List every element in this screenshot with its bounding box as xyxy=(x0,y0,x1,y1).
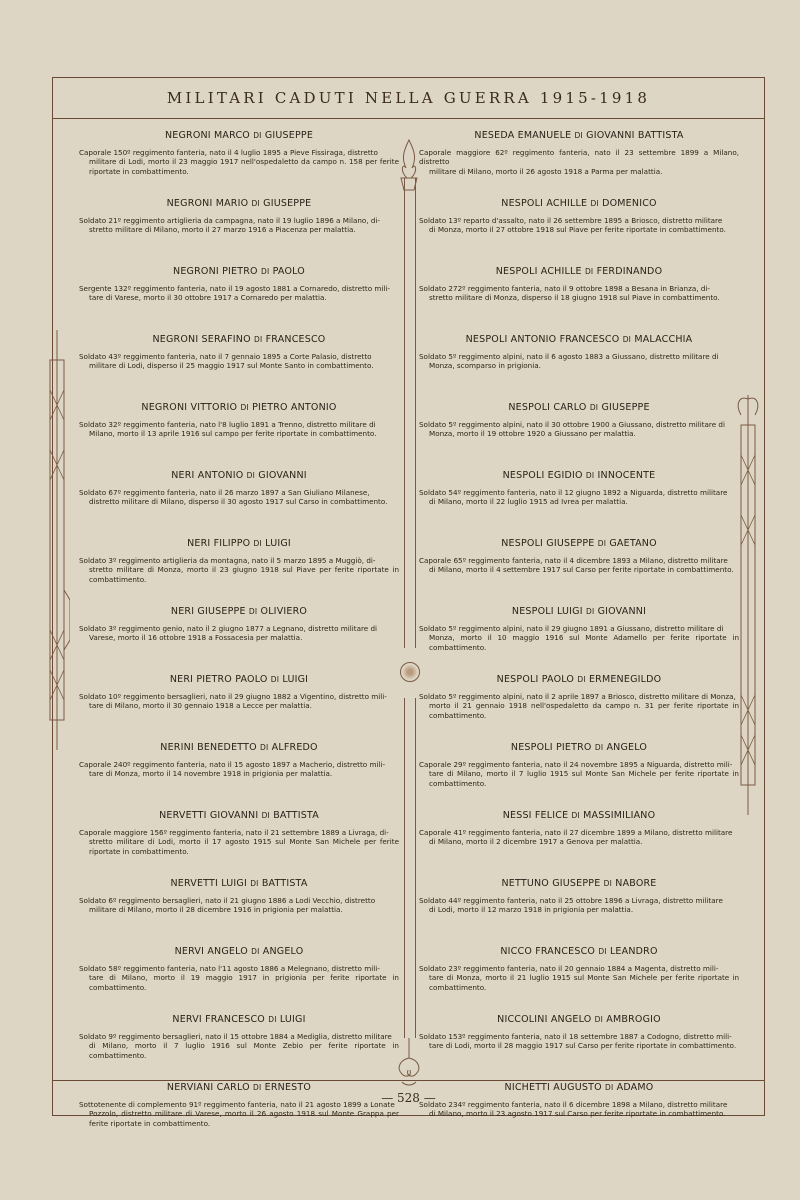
surname-name: NEGRONI MARIO xyxy=(166,198,249,209)
entry-text xyxy=(79,420,399,439)
father-name: ADAMO xyxy=(616,1082,654,1093)
entry-text-first: Soldato 67º reggimento fanteria, nato il 26 marzo 1897 a San Giuliano Milanese, xyxy=(79,488,370,497)
entry-text-rest: di Milano, morto il 4 settembre 1917 sul Carso per ferite riportate in combattimento. xyxy=(429,565,734,575)
surname-name: NEGRONI SERAFINO xyxy=(152,334,251,345)
entry-text-first: Caporale maggiore 156º reggimento fanteria, nato il 21 settembre 1889 a Livraga, di- xyxy=(79,828,389,837)
list-item xyxy=(419,266,739,334)
surname-name: NERVI FRANCESCO xyxy=(172,1014,265,1025)
right-column xyxy=(419,130,739,1150)
di-particle: DI xyxy=(250,879,259,888)
entry-text xyxy=(419,964,739,992)
entry-text-rest: distretto militare di Milano, disperso il 30 agosto 1917 sul Carso in combattimento. xyxy=(89,497,388,507)
entry-text-first: Soldato 3º reggimento artiglieria da montagna, nato il 5 marzo 1895 a Muggiò, di- xyxy=(79,556,376,565)
list-item xyxy=(419,334,739,402)
entry-text-first: Soldato 5º reggimento alpini, nato il 2 aprile 1897 a Briosco, distretto militare di Monza, xyxy=(419,692,736,701)
entry-text-first: Soldato 44º reggimento fanteria, nato il 25 ottobre 1896 a Livraga, distretto militare xyxy=(419,896,723,905)
entry-name xyxy=(419,266,739,277)
surname-name: NESPOLI CARLO xyxy=(508,402,587,413)
di-particle: DI xyxy=(261,811,270,820)
entry-name xyxy=(419,402,739,413)
entry-text-rest: stretto militare di Monza, morto il 23 giugno 1918 sul Piave per ferite riportate in combattimento. xyxy=(89,565,399,584)
entry-text-rest: stretto militare di Lodi, morto il 17 agosto 1915 sul Monte San Michele per ferite riportate in combattimento. xyxy=(89,837,399,856)
entry-name xyxy=(419,674,739,685)
list-item xyxy=(419,810,739,878)
surname-name: NESPOLI ACHILLE xyxy=(501,198,588,209)
list-item xyxy=(419,402,739,470)
entry-name xyxy=(79,130,399,141)
entry-text-rest: di Lodi, morto il 12 marzo 1918 in prigionia per malattia. xyxy=(429,905,634,915)
entry-text-first: Soldato 234º reggimento fanteria, nato il 6 dicembre 1898 a Milano, distretto militare xyxy=(419,1100,728,1109)
father-name: DOMENICO xyxy=(602,198,657,209)
di-particle: DI xyxy=(585,471,595,480)
entry-name xyxy=(79,538,399,549)
surname-name: NESPOLI EGIDIO xyxy=(502,470,583,481)
surname-name: NEGRONI VITTORIO xyxy=(141,402,238,413)
list-item xyxy=(79,606,399,674)
di-particle: DI xyxy=(268,1015,277,1024)
list-item xyxy=(419,470,739,538)
entry-text-rest: Monza, morto il 10 maggio 1916 sul Monte Adamello per ferite riportate in combattimento. xyxy=(429,633,739,652)
father-name: LUIGI xyxy=(282,674,309,685)
entry-text-first: Sottotenente di complemento 91º reggimento fanteria, nato il 21 agosto 1899 a Lonate xyxy=(79,1100,395,1109)
entry-text-rest: stretto militare di Monza, disperso il 18 giugno 1918 sul Piave in combattimento. xyxy=(429,293,720,303)
list-item xyxy=(79,130,399,198)
di-particle: DI xyxy=(605,1083,614,1092)
entry-name xyxy=(79,810,399,821)
surname-name: NICHETTI AUGUSTO xyxy=(504,1082,602,1093)
entry-name xyxy=(419,1014,739,1025)
entry-text-first: Caporale 41º reggimento fanteria, nato il 27 dicembre 1899 a Milano, distretto militare xyxy=(419,828,733,837)
list-item xyxy=(79,878,399,946)
entry-text-rest: Monza, morto il 19 ottobre 1920 a Giussano per malattia. xyxy=(429,429,636,439)
entry-text-first: Soldato 6º reggimento bersaglieri, nato il 21 giugno 1886 a Lodi Vecchio, distretto xyxy=(79,896,376,905)
entry-name xyxy=(419,538,739,549)
list-item xyxy=(79,334,399,402)
entry-name xyxy=(419,334,739,345)
entry-text-first: Soldato 5º reggimento alpini, nato il 29 giugno 1891 a Giussano, distretto militare di xyxy=(419,624,724,633)
list-item xyxy=(419,878,739,946)
father-name: ANGELO xyxy=(606,742,648,753)
father-name: ANGELO xyxy=(262,946,304,957)
father-name: ERNESTO xyxy=(264,1082,312,1093)
entry-name xyxy=(419,878,739,889)
surname-name: NESPOLI PAOLO xyxy=(496,674,575,685)
father-name: MASSIMILIANO xyxy=(583,810,656,821)
entry-text-rest: Monza, scomparso in prigionia. xyxy=(429,361,541,371)
entry-name xyxy=(79,742,399,753)
entry-text-first: Soldato 32º reggimento fanteria, nato l'8 luglio 1891 a Trenno, distretto militare di xyxy=(79,420,376,429)
surname-name: NEGRONI MARCO xyxy=(164,130,250,141)
entry-text xyxy=(419,352,739,371)
surname-name: NEGRONI PIETRO xyxy=(173,266,258,277)
father-name: PAOLO xyxy=(272,266,305,277)
entry-text xyxy=(419,896,739,915)
di-particle: DI xyxy=(574,131,583,140)
di-particle: DI xyxy=(590,199,599,208)
di-particle: DI xyxy=(597,539,607,548)
entry-text xyxy=(419,556,739,575)
entry-text-rest: tare di Monza, morto il 14 novembre 1918 in prigionia per malattia. xyxy=(89,769,333,779)
di-particle: DI xyxy=(622,335,632,344)
entry-text xyxy=(79,216,399,235)
entry-text xyxy=(419,1032,739,1051)
staff-upper xyxy=(404,178,416,648)
entry-text-first: Soldato 43º reggimento fanteria, nato il 7 gennaio 1895 a Corte Palasio, distretto xyxy=(79,352,372,361)
father-name: GIOVANNI xyxy=(258,470,307,481)
entry-text-rest: di Milano, morto il 22 luglio 1915 ad Ivrea per malattia. xyxy=(429,497,628,507)
entry-text xyxy=(79,896,399,915)
entry-name xyxy=(79,402,399,413)
list-item xyxy=(79,946,399,1014)
surname-name: NESEDA EMANUELE xyxy=(474,130,572,141)
entry-text-rest: Varese, morto il 16 ottobre 1918 a Fossacesia per malattia. xyxy=(89,633,303,643)
page-number: — 528 — xyxy=(381,1091,436,1105)
entry-text xyxy=(419,284,739,303)
entry-text-first: Caporale 65º reggimento fanteria, nato il 4 dicembre 1893 a Milano, distretto militare xyxy=(419,556,728,565)
surname-name: NERI ANTONIO xyxy=(171,470,244,481)
entry-text-rest: tare di Milano, morto il 7 luglio 1915 sul Monte San Michele per ferite riportate in combattimento. xyxy=(429,769,739,788)
entry-text-first: Soldato 54º reggimento fanteria, nato il 12 giugno 1892 a Niguarda, distretto militare xyxy=(419,488,728,497)
entry-text-rest: militare di Lodi, morto il 23 maggio 1917 nell'ospedaletto da campo n. 158 per ferite riportate in combattimento. xyxy=(89,157,399,176)
father-name: NABORE xyxy=(615,878,657,889)
entry-text-first: Soldato 5º reggimento alpini, nato il 30 ottobre 1900 a Giussano, distretto militare di xyxy=(419,420,725,429)
surname-name: NERI FILIPPO xyxy=(187,538,251,549)
surname-name: NERVETTI LUIGI xyxy=(170,878,247,889)
entry-text xyxy=(419,828,739,847)
header-bar xyxy=(53,78,764,119)
list-item xyxy=(79,402,399,470)
di-particle: DI xyxy=(240,403,249,412)
di-particle: DI xyxy=(253,539,262,548)
entry-text-first: Soldato 9º reggimento bersaglieri, nato il 15 ottobre 1884 a Mediglia, distretto militare xyxy=(79,1032,392,1041)
entry-name xyxy=(419,810,739,821)
surname-name: NERVI ANGELO xyxy=(174,946,248,957)
father-name: FRANCESCO xyxy=(265,334,326,345)
surname-name: NICCO FRANCESCO xyxy=(500,946,596,957)
list-item xyxy=(79,266,399,334)
entry-text xyxy=(79,488,399,507)
entry-text-first: Soldato 13º reparto d'assalto, nato il 26 settembre 1895 a Briosco, distretto militare xyxy=(419,216,723,225)
entry-text-first: Soldato 3º reggimento genio, nato il 2 giugno 1877 a Legnano, distretto militare di xyxy=(79,624,378,633)
entry-text xyxy=(79,828,399,856)
entry-name xyxy=(419,130,739,141)
entry-text xyxy=(419,760,739,788)
fasces-left-icon xyxy=(44,330,70,750)
entry-text xyxy=(419,488,739,507)
father-name: ERMENEGILDO xyxy=(588,674,662,685)
list-item xyxy=(419,130,739,198)
father-name: BATTISTA xyxy=(261,878,308,889)
di-particle: DI xyxy=(246,471,256,480)
entry-text xyxy=(79,760,399,779)
page-title: MILITARI CADUTI NELLA GUERRA 1915-1918 xyxy=(166,89,651,107)
entry-text-rest: militare di Milano, morto il 26 agosto 1918 a Parma per malattia. xyxy=(429,166,663,176)
entry-text-first: Soldato 21º reggimento artiglieria da campagna, nato il 19 luglio 1896 a Milano, di- xyxy=(79,216,381,225)
entry-text-first: Caporale 29º reggimento fanteria, nato il 24 novembre 1895 a Niguarda, distretto mili- xyxy=(419,760,733,769)
surname-name: NERVETTI GIOVANNI xyxy=(159,810,259,821)
di-particle: DI xyxy=(598,947,607,956)
father-name: LUIGI xyxy=(265,538,291,549)
di-particle: DI xyxy=(594,743,604,752)
di-particle: DI xyxy=(589,403,599,412)
entry-name xyxy=(79,606,399,617)
entry-text-first: Soldato 58º reggimento fanteria, nato l'11 agosto 1886 a Melegnano, distretto mili- xyxy=(79,964,380,973)
entry-text-rest: tare di Milano, morto il 30 gennaio 1918 a Lecce per malattia. xyxy=(89,701,312,711)
di-particle: DI xyxy=(571,811,580,820)
list-item xyxy=(79,810,399,878)
father-name: AMBROGIO xyxy=(606,1014,661,1025)
staff-lower xyxy=(404,698,416,1038)
entry-name xyxy=(79,674,399,685)
fasces-right-icon xyxy=(735,395,761,815)
entry-text-rest: Pozzolo, distretto militare di Varese, morto il 26 agosto 1918 sul Monte Grappa per ferite riportate in combattimento. xyxy=(89,1109,399,1128)
entry-name xyxy=(419,470,739,481)
entry-text-first: Soldato 10º reggimento bersaglieri, nato il 29 giugno 1882 a Vigentino, distretto mili- xyxy=(79,692,387,701)
list-item xyxy=(419,606,739,674)
entry-text xyxy=(79,964,399,992)
entry-name xyxy=(79,470,399,481)
entry-text xyxy=(79,556,399,584)
father-name: GAETANO xyxy=(609,538,657,549)
surname-name: NERINI BENEDETTO xyxy=(160,742,257,753)
entry-name xyxy=(79,1014,399,1025)
entry-text-rest: stretto militare di Milano, morto il 27 marzo 1916 a Piacenza per malattia. xyxy=(89,225,356,235)
di-particle: DI xyxy=(603,879,613,888)
entry-text-rest: di Monza, morto il 27 ottobre 1918 sul Piave per ferite riportate in combattimento. xyxy=(429,225,726,235)
list-item xyxy=(419,946,739,1014)
surname-name: NERVIANI CARLO xyxy=(166,1082,250,1093)
entry-text-rest: tare di Varese, morto il 30 ottobre 1917 a Cornaredo per malattia. xyxy=(89,293,327,303)
surname-name: NESSI FELICE xyxy=(502,810,569,821)
di-particle: DI xyxy=(594,1015,604,1024)
entry-text xyxy=(419,692,739,720)
entry-text xyxy=(419,420,739,439)
entry-name xyxy=(79,334,399,345)
entry-text xyxy=(79,148,399,176)
di-particle: DI xyxy=(584,267,594,276)
di-particle: DI xyxy=(260,743,269,752)
di-particle: DI xyxy=(253,1083,262,1092)
entry-text xyxy=(79,1032,399,1060)
father-name: PIETRO ANTONIO xyxy=(252,402,337,413)
list-item xyxy=(419,198,739,266)
list-item xyxy=(79,1014,399,1082)
footer-bar xyxy=(53,1080,764,1115)
di-particle: DI xyxy=(585,607,595,616)
list-item xyxy=(419,538,739,606)
entry-text-first: Soldato 5º reggimento alpini, nato il 6 agosto 1883 a Giussano, distretto militare di xyxy=(419,352,719,361)
surname-name: NESPOLI ANTONIO FRANCESCO xyxy=(465,334,620,345)
entry-text xyxy=(79,284,399,303)
surname-name: NETTUNO GIUSEPPE xyxy=(501,878,601,889)
list-item xyxy=(419,1014,739,1082)
entry-text-rest: morto il 21 gennaio 1918 nell'ospedaletto da campo n. 31 per ferite riportate in combattimento. xyxy=(429,701,739,720)
di-particle: DI xyxy=(254,335,263,344)
father-name: LEANDRO xyxy=(609,946,658,957)
di-particle: DI xyxy=(253,131,262,140)
list-item xyxy=(79,538,399,606)
di-particle: DI xyxy=(251,199,260,208)
entry-name xyxy=(79,266,399,277)
surname-name: NESPOLI ACHILLE xyxy=(495,266,582,277)
di-particle: DI xyxy=(248,607,258,616)
surname-name: NESPOLI PIETRO xyxy=(510,742,592,753)
father-name: ALFREDO xyxy=(271,742,318,753)
father-name: GIUSEPPE xyxy=(263,198,312,209)
left-column xyxy=(79,130,399,1150)
entry-text-rest: tare di Monza, morto il 21 luglio 1915 sul Monte San Michele per ferite riportate in combattimento. xyxy=(429,973,739,992)
list-item xyxy=(79,470,399,538)
list-item xyxy=(79,742,399,810)
entry-name xyxy=(79,878,399,889)
father-name: MALACCHIA xyxy=(634,334,693,345)
entry-text-rest: di Milano, morto il 23 agosto 1917 sul Carso per ferite riportate in combattimento. xyxy=(429,1109,726,1119)
entry-text xyxy=(419,148,739,176)
entry-name xyxy=(419,742,739,753)
father-name: GIUSEPPE xyxy=(601,402,650,413)
entry-text-first: Caporale 240º reggimento fanteria, nato il 15 agosto 1897 a Macherio, distretto mili- xyxy=(79,760,386,769)
entry-text xyxy=(79,624,399,643)
page-frame xyxy=(52,77,765,1128)
entry-text-first: Caporale 150º reggimento fanteria, nato il 4 luglio 1895 a Pieve Fissiraga, distretto xyxy=(79,148,378,157)
di-particle: DI xyxy=(270,675,280,684)
list-item xyxy=(79,674,399,742)
entry-text-rest: Milano, morto il 13 aprile 1916 sul campo per ferite riportate in combattimento. xyxy=(89,429,377,439)
entry-text-rest: di Milano, morto il 2 dicembre 1917 a Genova per malattia. xyxy=(429,837,643,847)
rosette-icon xyxy=(400,662,420,682)
entry-name xyxy=(79,946,399,957)
entry-text-first: Soldato 272º reggimento fanteria, nato il 9 ottobre 1898 a Besana in Brianza, di- xyxy=(419,284,710,293)
father-name: GIOVANNI BATTISTA xyxy=(586,130,684,141)
entry-text-first: Sergente 132º reggimento fanteria, nato il 19 agosto 1881 a Cornaredo, distretto mili- xyxy=(79,284,390,293)
surname-name: NESPOLI LUIGI xyxy=(511,606,583,617)
entry-name xyxy=(419,606,739,617)
entry-text xyxy=(79,692,399,711)
entry-name xyxy=(79,198,399,209)
father-name: OLIVIERO xyxy=(260,606,308,617)
entry-name xyxy=(419,198,739,209)
entry-text-first: Caporale maggiore 62º reggimento fanteria, nato il 23 settembre 1899 a Milano, distretto xyxy=(419,148,739,167)
list-item xyxy=(419,742,739,810)
entry-text-rest: di Milano, morto il 7 luglio 1916 sul Monte Zebio per ferite riportate in combattimento. xyxy=(89,1041,399,1060)
father-name: GIUSEPPE xyxy=(264,130,314,141)
di-particle: DI xyxy=(251,947,260,956)
center-ornament xyxy=(398,138,420,1098)
entry-text-rest: militare di Milano, morto il 28 dicembre 1916 in prigionia per malattia. xyxy=(89,905,343,915)
entry-text-rest: militare di Lodi, disperso il 25 maggio 1917 sul Monte Santo in combattimento. xyxy=(89,361,374,371)
di-particle: DI xyxy=(260,267,270,276)
entry-text-first: Soldato 23º reggimento fanteria, nato il 20 gennaio 1884 a Magenta, distretto mili- xyxy=(419,964,719,973)
entry-text-first: Soldato 153º reggimento fanteria, nato il 18 settembre 1887 a Codogno, distretto mili- xyxy=(419,1032,732,1041)
father-name: INNOCENTE xyxy=(597,470,656,481)
father-name: GIOVANNI xyxy=(597,606,647,617)
father-name: BATTISTA xyxy=(273,810,319,821)
surname-name: NICCOLINI ANGELO xyxy=(497,1014,592,1025)
di-particle: DI xyxy=(577,675,586,684)
surname-name: NERI PIETRO PAOLO xyxy=(169,674,268,685)
entry-text xyxy=(419,216,739,235)
list-item xyxy=(79,198,399,266)
surname-name: NERI GIUSEPPE xyxy=(170,606,246,617)
entry-text-rest: tare di Lodi, morto il 28 maggio 1917 sul Carso per ferite riportate in combattimento. xyxy=(429,1041,737,1051)
entry-text-rest: tare di Milano, morto il 19 maggio 1917 in prigionia per ferite riportate in combattimento. xyxy=(89,973,399,992)
entry-name xyxy=(419,946,739,957)
entry-text xyxy=(79,352,399,371)
father-name: LUIGI xyxy=(279,1014,306,1025)
entry-text xyxy=(419,624,739,652)
father-name: FERDINANDO xyxy=(596,266,663,277)
list-item xyxy=(419,674,739,742)
surname-name: NESPOLI GIUSEPPE xyxy=(501,538,595,549)
